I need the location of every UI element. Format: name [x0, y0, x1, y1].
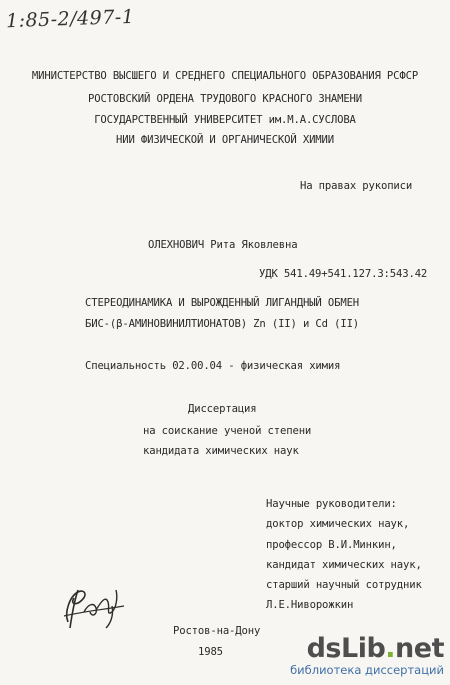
degree-line-1: на соискание ученой степени [143, 425, 312, 437]
supervisor-line-5: Л.Е.Ниворожкин [266, 599, 354, 611]
degree-line-2: кандидата химических наук [143, 445, 299, 457]
supervisor-line-2: профессор В.И.Минкин, [266, 539, 397, 551]
ministry-line: МИНИСТЕРСТВО ВЫСШЕГО И СРЕДНЕГО СПЕЦИАЛЬНОГО ОБРАЗОВАНИЯ РСФСР [31, 70, 419, 82]
manuscript-rights-note: На правах рукописи [300, 180, 413, 192]
handwritten-archive-code: 1:85-2/497-1 [5, 5, 135, 33]
dslib-watermark[interactable] [290, 635, 444, 677]
author-name: ОЛЕХНОВИЧ Рита Яковлевна [148, 239, 298, 251]
city-line: Ростов-на-Дону [173, 625, 261, 637]
supervisor-line-3: кандидат химических наук, [266, 559, 422, 571]
year-line: 1985 [198, 646, 223, 658]
supervisors-heading: Научные руководители: [266, 498, 397, 510]
udk-code: УДК 541.49+541.127.3:543.42 [259, 268, 428, 280]
dissertation-label: Диссертация [188, 403, 257, 415]
title-line-2: БИС-(β-АМИНОВИНИЛТИОНАТОВ) Zn (II) и Cd (II) [85, 318, 360, 330]
dslib-tagline: библиотека диссертаций [290, 663, 444, 677]
dslib-logo: dsLib.net [306, 633, 444, 664]
handwritten-signature [60, 582, 140, 632]
supervisor-line-4: старший научный сотрудник [266, 579, 422, 591]
title-line-1: СТЕРЕОДИНАМИКА И ВЫРОЖДЕННЫЙ ЛИГАНДНЫЙ ОБМЕН [85, 297, 360, 309]
university-line-2: ГОСУДАРСТВЕННЫЙ УНИВЕРСИТЕТ им.М.А.СУСЛОВА [94, 114, 356, 126]
specialty-line: Специальность 02.00.04 - физическая химия [85, 360, 341, 372]
supervisor-line-1: доктор химических наук, [266, 518, 410, 530]
institute-line: НИИ ФИЗИЧЕСКОЙ И ОРГАНИЧЕСКОЙ ХИМИИ [116, 134, 334, 146]
university-line-1: РОСТОВСКИЙ ОРДЕНА ТРУДОВОГО КРАСНОГО ЗНАМЕНИ [87, 93, 363, 105]
